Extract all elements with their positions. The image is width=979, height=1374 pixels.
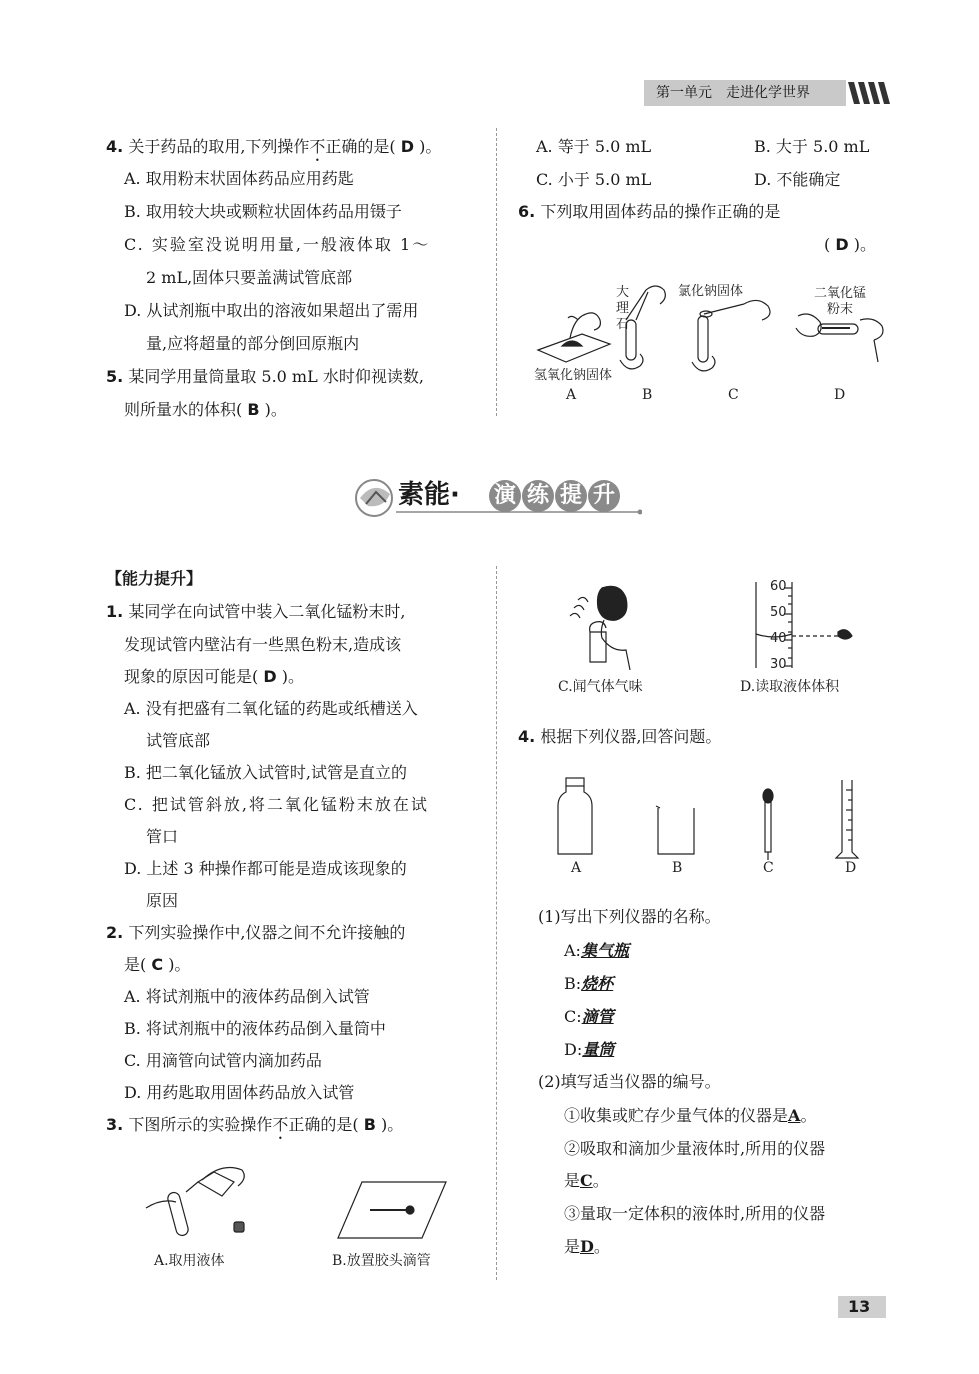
- q3-caption-c: C.闻气体气味: [558, 679, 643, 695]
- q4-name-b: B:烧杯: [564, 974, 614, 993]
- cylinder-tick-50: 50: [770, 605, 787, 620]
- q6-label-sodium-hydroxide: 氢氧化钠固体: [534, 368, 613, 383]
- q4-item-2-line2: 是C。: [564, 1171, 609, 1190]
- q4-name-c: C:滴管: [564, 1007, 614, 1026]
- cylinder-tick-60: 60: [770, 579, 787, 594]
- bottom-question-3-stem: 3. 下图所示的实验操作不正确的是( B )。: [106, 1115, 404, 1134]
- q3-figure-c-illustration: [560, 580, 640, 670]
- page-number: 13: [848, 1297, 871, 1316]
- bottom-q1-option-b: B. 把二氧化锰放入试管时,试管是直立的: [124, 763, 408, 782]
- q4-option-d-cont: 量,应将超量的部分倒回原瓶内: [146, 334, 360, 353]
- q5-option-d: D. 不能确定: [754, 170, 841, 189]
- q3-caption-a: A.取用液体: [154, 1253, 225, 1269]
- gas-collecting-bottle-illustration: [558, 778, 592, 854]
- beaker-illustration: [656, 806, 694, 854]
- q6-figure-d-illustration: [796, 314, 883, 362]
- q5-option-a: A. 等于 5.0 mL: [536, 137, 652, 156]
- bottom-q2-stem-line2: 是( C )。: [124, 955, 191, 974]
- q4-name-a: A:集气瓶: [564, 941, 629, 960]
- graduated-cylinder-illustration: [836, 780, 858, 858]
- q3-caption-d: D.读取液体体积: [740, 679, 840, 695]
- q6-letter-a: A: [566, 387, 577, 403]
- cylinder-tick-30: 30: [770, 657, 787, 672]
- instrument-letter-d: D: [845, 860, 857, 876]
- bottom-q1-option-a-cont: 试管底部: [146, 731, 211, 750]
- q4-option-c: C. 实验室没说明用量,一般液体取 1～: [124, 235, 431, 254]
- question-5-stem: 5. 某同学用量筒量取 5.0 mL 水时仰视读数,: [106, 367, 424, 386]
- q5-option-b: B. 大于 5.0 mL: [754, 137, 870, 156]
- q4-item-1: ①收集或贮存少量气体的仪器是A。: [564, 1106, 817, 1125]
- bottom-q1-stem-line3: 现象的原因可能是( D )。: [124, 667, 304, 686]
- q6-label-sodium-chloride: 氯化钠固体: [678, 284, 744, 299]
- q4-item-2-line1: ②吸取和滴加少量液体时,所用的仪器: [564, 1139, 826, 1158]
- q6-label-marble: 大 理 石: [616, 285, 630, 332]
- q6-figure-c-illustration: [692, 300, 770, 370]
- q6-letter-b: B: [642, 387, 653, 403]
- q3-caption-b: B.放置胶头滴管: [332, 1253, 431, 1269]
- bottom-q1-option-c-cont: 管口: [146, 827, 179, 846]
- question-6-stem: 6. 下列取用固体药品的操作正确的是: [518, 202, 781, 221]
- cylinder-tick-40: 40: [770, 631, 787, 646]
- instrument-letter-b: B: [672, 860, 683, 876]
- header-slashes-decoration: [846, 80, 890, 106]
- bottom-q2-option-b: B. 将试剂瓶中的液体药品倒入量筒中: [124, 1019, 386, 1038]
- bottom-q1-option-d-cont: 原因: [146, 891, 179, 910]
- instrument-letter-a: A: [571, 860, 582, 876]
- column-divider-top: [496, 128, 497, 416]
- q4-part-1: (1)写出下列仪器的名称。: [538, 907, 721, 926]
- q6-letter-c: C: [728, 387, 739, 403]
- section-title-left: 素能·: [398, 480, 460, 510]
- q4-name-d: D:量筒: [564, 1040, 615, 1059]
- bottom-q2-option-c: C. 用滴管向试管内滴加药品: [124, 1051, 322, 1070]
- bottom-question-4-stem: 4. 根据下列仪器,回答问题。: [518, 727, 722, 746]
- bottom-q1-option-a: A. 没有把盛有二氧化锰的药匙或纸槽送入: [124, 699, 418, 718]
- question-4-stem: 4. 关于药品的取用,下列操作不正确的是( D )。: [106, 137, 442, 156]
- question-6-answer: ( D )。: [824, 235, 876, 254]
- q3-figure-d-cylinder-illustration: [752, 578, 856, 670]
- q4-part-2: (2)填写适当仪器的编号。: [538, 1072, 721, 1091]
- q4-option-a: A. 取用粉末状固体药品应用药匙: [124, 169, 354, 188]
- ability-section-label: 【能力提升】: [106, 569, 203, 588]
- q3-figure-a-illustration: [142, 1152, 262, 1242]
- bottom-q1-option-d: D. 上述 3 种操作都可能是造成该现象的: [124, 859, 407, 878]
- q4-option-c-cont: 2 mL,固体只要盖满试管底部: [146, 268, 353, 287]
- q6-letter-d: D: [834, 387, 846, 403]
- bottom-q1-stem-line2: 发现试管内壁沾有一些黑色粉末,造成该: [124, 635, 402, 654]
- q4-item-3-line1: ③量取一定体积的液体时,所用的仪器: [564, 1204, 826, 1223]
- q4-option-b: B. 取用较大块或颗粒状固体药品用镊子: [124, 202, 402, 221]
- q6-figure-a-illustration: [538, 313, 610, 362]
- dropper-illustration: [763, 789, 773, 860]
- q5-option-c: C. 小于 5.0 mL: [536, 170, 652, 189]
- q3-figure-b-illustration: [334, 1176, 450, 1246]
- section-title-swirl-icon: [356, 480, 392, 516]
- question-5-stem-cont: 则所量水的体积( B )。: [124, 400, 287, 419]
- bottom-question-1-stem: 1. 某同学在向试管中装入二氧化锰粉末时,: [106, 602, 406, 621]
- q4-option-d: D. 从试剂瓶中取出的溶液如果超出了需用: [124, 301, 419, 320]
- bottom-q2-option-a: A. 将试剂瓶中的液体药品倒入试管: [124, 987, 370, 1006]
- bottom-q1-option-c: C. 把试管斜放,将二氧化锰粉末放在试: [124, 795, 429, 814]
- bottom-q2-option-d: D. 用药匙取用固体药品放入试管: [124, 1083, 355, 1102]
- q4-item-3-line2: 是D。: [564, 1237, 610, 1256]
- header-title: 第一单元 走进化学世界: [656, 85, 810, 101]
- bottom-question-2-stem: 2. 下列实验操作中,仪器之间不允许接触的: [106, 923, 406, 942]
- q6-label-manganese-dioxide: 二氧化锰 粉末: [814, 286, 867, 317]
- instruments-figure: [548, 776, 878, 860]
- column-divider-bottom: [496, 566, 497, 1280]
- instrument-letter-c: C: [763, 860, 774, 876]
